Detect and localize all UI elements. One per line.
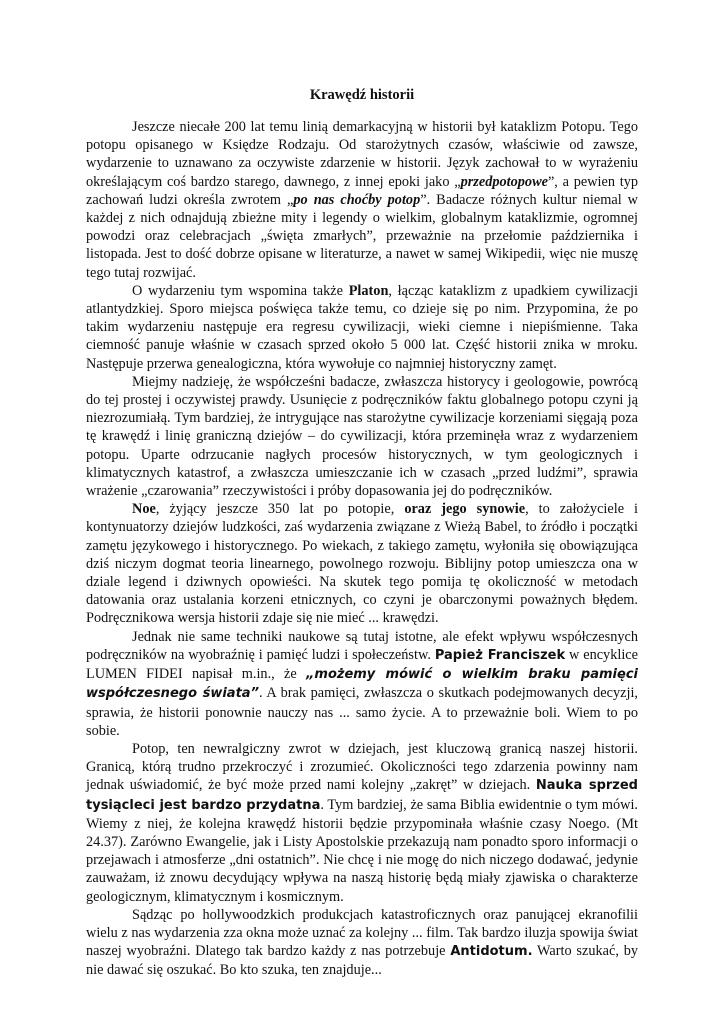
paragraph-5 <box>86 628 638 740</box>
p4-text-d: , to założyciele i kontynuatorzy dziejów ludzkości, zaś wydarzenia związane z Wieżą Babel, to źródło i początki zamętu językowego i historycznego. Po wiekach, z takiego zamętu, wyłoniła się obowiązująca dziś niczym dogmat teoria linearnego, powolnego rozwoju. Biblijny potop umieszcza ona w dziale legend i dziwnych opowieści. Na skutek tego pomija tę okoliczność w metodach datowania oraz ustalania korzeni etnicznych, co czyni je obarczonymi poważnych błędem. Podręcznikowa wersja historii zdaje się nie mieć ... krawędzi. <box>86 501 639 627</box>
paragraph-1 <box>86 118 638 282</box>
p4-text-b: , żyjący jeszcze 350 lat po potopie, <box>155 501 405 518</box>
document-page <box>86 86 638 980</box>
p1-emphasis-przedpotopowe: przedpotopowe <box>460 173 548 190</box>
p1-text-e: ”. Badacze różnych kultur niemal w każdej z nich odnajdują zbieżne mity i legendy o wielkim, globalnym kataklizmie, ogromnej powodzi oraz celebracjach „święta zmarłych”, przeważnie na przełomie października i listopada. Jest to dość dobrze opisane w literaturze, a nawet w samej Wikipedii, więc nie muszę tego tutaj rozwijać. <box>86 191 638 281</box>
p2-text-c: , łącząc kataklizm z upadkiem cywilizacji atlantydzkiej. Sporo miejsca poświęca także temu, co dzieje się po nim. Przypomina, że po takim wydarzeniu następuje era regresu cywilizacji, wieki ciemne i niepiśmienne. Taka ciemność panuje właśnie w czasach sprzed około 5 000 lat. Część historii znika w mroku. Następuje przerwa genealogiczna, która wywołuje co najmniej historyczny zamęt. <box>86 282 638 372</box>
p1-emphasis-po-nas: po nas choćby potop <box>293 191 421 208</box>
paragraph-6 <box>86 740 638 906</box>
paragraph-2 <box>86 282 638 373</box>
p6-bold-nauka: Nauka sprzed tysiącleci jest bardzo przydatna <box>86 778 638 813</box>
p6-text-a: Potop, ten newralgiczny zwrot w dziejach, jest kluczową granicą naszej historii. Granicą, którą trudno przekroczyć i zrozumieć. Okoliczności tego zdarzenia powinny nam jednak uświadomić, że być może przed nami kolejny „zakręt” w dziejach. <box>86 740 638 794</box>
p4-bold-noe: Noe <box>132 501 156 518</box>
p5-quote-bold-italic: „możemy mówić o wielkim braku pamięci współczesnego świata” <box>86 667 638 702</box>
p5-text-a: Jednak nie same techniki naukowe są tutaj istotne, ale efekt wpływu współczesnych podręczników na wyobraźnię i pamięć ludzi i społeczeństw. <box>86 628 638 663</box>
p7-bold-antidotum: Antidotum. <box>450 944 533 960</box>
p5-text-e: . A brak pamięci, zwłaszcza o skutkach podejmowanych decyzji, sprawia, że historii ponownie nauczy nas ... samo życie. A to przeważnie boli. Wiem to po sobie. <box>86 685 638 739</box>
p7-text-a: Sądząc po hollywoodzkich produkcjach katastroficznych oraz panującej ekranofilii wielu z nas wydarzenia zza okna może uznać za kolejny ... film. Tak bardzo iluzja spowija świat naszej wyobraźni. Dlatego tak bardzo każdy z nas potrzebuje <box>86 906 638 960</box>
paragraph-3: Miejmy nadzieję, że współcześni badacze, zwłaszcza historycy i geologowie, powrócą do tej prostej i oczywistej prawdy. Usunięcie z podręczników faktu globalnego potopu czyni ją niezrozumiałą. Tym bardziej, że intrygujące nas starożytne cywilizacje korzeniami sięgają poza tę krawędź i linię graniczną dziejów – do cywilizacji, która przeminęła wraz z wydarzeniem potopu. Uparte odrzucanie nagłych procesów historycznych, w tym geologicznych i klimatycznych katastrof, a zwłaszcza umieszczanie ich w czasach „przed ludźmi”, sprawia wrażenie „czarowania” rzeczywistości i próby dopasowania jej do podręczników. <box>86 373 638 500</box>
p6-text-c: . Tym bardziej, że sama Biblia ewidentnie o tym mówi. Wiemy z niej, że kolejna krawędź historii będzie przypominała właśnie czasy Noego. (Mt 24.37). Zarówno Ewangelie, jak i Listy Apostolskie przekazują nam ponadto sporo informacji o przejawach i atmosferze „dni ostatnich”. Nie chcę i nie mogę do nich niczego dodawać, jedynie zauważam, iż znowu decydujący wpływa na naszą historię będą miały zjawiska o charakterze geologicznym, klimatycznym i kosmicznym. <box>86 796 638 905</box>
paragraph-7 <box>86 906 638 980</box>
document-title: Krawędź historii <box>309 87 415 103</box>
p4-bold-synowie: oraz jego synowie <box>404 501 526 518</box>
paragraph-4 <box>86 500 638 627</box>
p5-text-c: w encyklice LUMEN FIDEI napisał m.in., że <box>86 646 638 683</box>
p1-text-a: Jeszcze niecałe 200 lat temu linią demarkacyjną w historii był kataklizm Potopu. Tego potopu opisanego w Księdze Rodzaju. Od starożytnych czasów, właściwie od zawsze, wydarzenie to uznawano za oczywiste zdarzenie w historii. Język zachował to w wyrażeniu określającym coś bardzo starego, dawnego, z innej epoki jako „ <box>86 119 638 190</box>
p7-text-c: Warto szukać, by nie dawać się oszukać. Bo kto szuka, ten znajduje... <box>86 943 638 979</box>
p2-text-a: O wydarzeniu tym wspomina także <box>132 282 349 299</box>
p1-text-c: ”, a pewien typ zachowań ludzi określa zwrotem „ <box>86 173 639 208</box>
p2-bold-platon: Platon <box>348 282 389 299</box>
p5-bold-papiez: Papież Franciszek <box>434 647 566 663</box>
